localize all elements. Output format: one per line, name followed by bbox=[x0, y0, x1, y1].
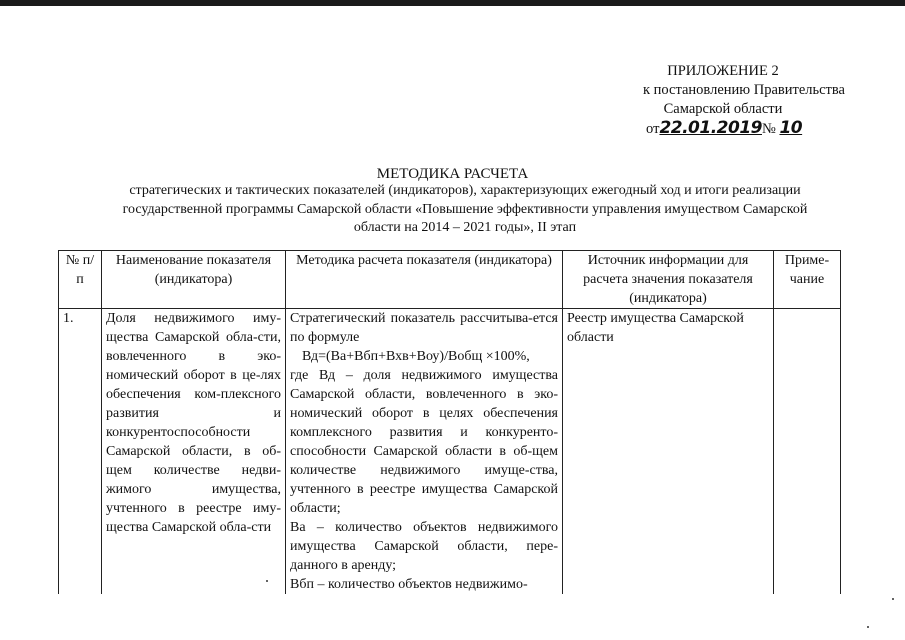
method-definition-va: Ва – количество объектов недвижимого имущества Самарской области, пере-данного в аренду; bbox=[290, 520, 558, 573]
row1-name: Доля недвижимого иму-щества Самарской обла-сти, вовлеченного в эко-номический оборот в це-лях обеспечения ком-плексного развития и конкурентоспособности Самарской области, в об-щем количестве недви-жимого имущества, учтенного в реестре иму-щества Самарской обла-сти bbox=[102, 309, 286, 595]
method-formula: Вд=(Ва+Вбп+Вхв+Воу)/Вобщ ×100%, bbox=[302, 349, 530, 364]
method-definition-vbp: Вбп – количество объектов недвижимо- bbox=[290, 577, 528, 592]
table-header-row bbox=[59, 251, 841, 309]
appendix-header bbox=[603, 62, 843, 139]
document-subtitle: стратегических и тактических показателей (индикаторов), характеризующих ежегодный ход и итоги реализации государственной программы Самарской области «Повышение эффективности управления имуществом Самарской области на 2014 – 2021 годы», II этап bbox=[122, 183, 808, 235]
table-row bbox=[59, 309, 841, 595]
header-name: Наименование показателя (индикатора) bbox=[102, 251, 286, 309]
appendix-title: ПРИЛОЖЕНИЕ 2 bbox=[667, 63, 779, 79]
scan-speck bbox=[892, 598, 894, 600]
handwritten-number: 10 bbox=[779, 118, 803, 138]
header-note: Приме-чание bbox=[774, 251, 841, 309]
date-prefix: от bbox=[646, 121, 660, 137]
row1-method bbox=[286, 309, 563, 595]
row1-num: 1. bbox=[59, 309, 102, 595]
header-source: Источник информации для расчета значения показателя (индикатора) bbox=[563, 251, 774, 309]
scan-speck bbox=[867, 626, 869, 628]
appendix-date-line bbox=[603, 119, 813, 139]
row1-note bbox=[774, 309, 841, 595]
header-method: Методика расчета показателя (индикатора) bbox=[286, 251, 563, 309]
appendix-line2: Самарской области bbox=[663, 101, 783, 117]
methodology-table bbox=[58, 250, 841, 594]
handwritten-date: 22.01.2019 bbox=[659, 118, 762, 138]
number-prefix: № bbox=[761, 121, 776, 137]
scan-speck bbox=[266, 580, 268, 582]
row1-source: Реестр имущества Самарской области bbox=[563, 309, 774, 595]
method-definition-vd: где Вд – доля недвижимого имущества Самарской области, вовлеченного в эко-номический оборот в целях обеспечения комплексного развития и конкуренто-способности Самарской области в об-щем количестве недвижимого имуще-ства, учтенного в реестре имущества Самарской области; bbox=[290, 368, 558, 516]
method-intro: Стратегический показатель рассчитыва-ется по формуле bbox=[290, 311, 558, 345]
document-title: МЕТОДИКА РАСЧЕТА bbox=[376, 166, 529, 182]
header-num: № п/п bbox=[59, 251, 102, 309]
scan-top-edge bbox=[0, 0, 905, 6]
appendix-line1: к постановлению Правительства bbox=[643, 82, 845, 98]
